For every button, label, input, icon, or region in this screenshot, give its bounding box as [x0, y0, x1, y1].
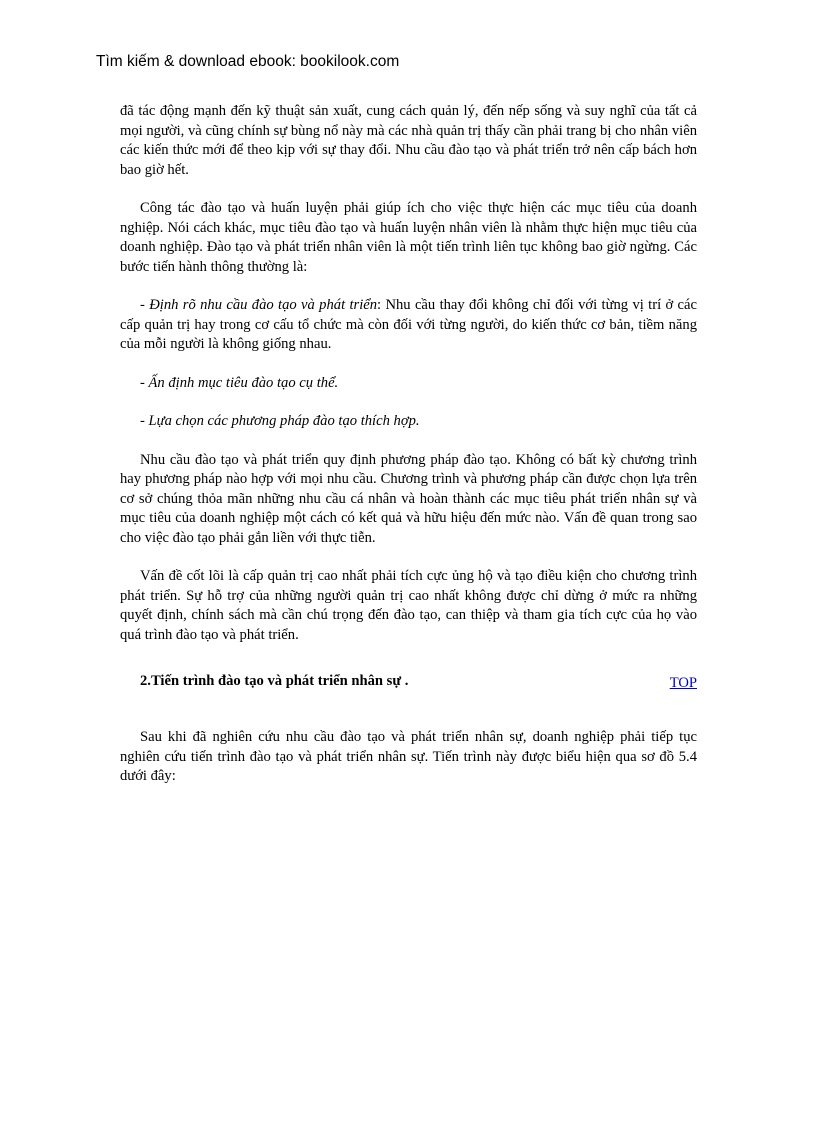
page-header-text: Tìm kiếm & download ebook: bookilook.com: [96, 53, 400, 70]
section-heading: [120, 672, 697, 712]
define-needs-lead: - Định rõ nhu cầu đào tạo và phát triển: [140, 297, 378, 313]
paragraph-set-objectives: - Ấn định mục tiêu đào tạo cụ thể.: [140, 374, 339, 391]
paragraph-define-needs: [120, 296, 697, 355]
document-body: [120, 102, 697, 787]
paragraph-top-management: Vấn đề cốt lõi là cấp quản trị cao nhất phải tích cực ủng hộ và tạo điều kiện cho chương trình phát triển. Sự hỗ trợ của những người quản trị cao nhất không được chỉ dừng ở mức ra những quyết định, chính sách mà cần chú trọng đến đào tạo, can thiệp và tham gia tích cực của họ vào quá trình đào tạo và phát triển.: [120, 568, 697, 643]
define-needs-text: : Nhu cầu thay đổi không chỉ đối với từng vị trí ở các cấp quản trị hay trong cơ cấu tổ chức mà còn đối với từng người, do kiến thức cơ bản, tiềm năng của mỗi người là không giống nhau.: [120, 297, 697, 352]
paragraph-select-methods: [120, 412, 697, 432]
section-title: 2.Tiến trình đào tạo và phát triển nhân sự .: [140, 673, 409, 689]
select-methods-text: - Lựa chọn các phương pháp đào tạo thích hợp.: [140, 413, 420, 429]
paragraph-needs-methods: Nhu cầu đào tạo và phát triển quy định phương pháp đào tạo. Không có bất kỳ chương trình hay phương pháp nào hợp với mọi nhu cầu. Chương trình và phương pháp cần được chọn lựa trên cơ sở chúng thỏa mãn những nhu cầu cá nhân và hoàn thành các mục tiêu phát triển nhân sự và mục tiêu của doanh nghiệp một cách có kết quả và hữu hiệu đến mức nào. Vấn đề quan trong sao cho việc đào tạo phải gắn liền với thực tiễn.: [120, 451, 697, 546]
paragraph-intro: đã tác động mạnh đến kỹ thuật sản xuất, cung cách quản lý, đến nếp sống và suy nghĩ của tất cả mọi người, và cũng chính sự bùng nổ này mà các nhà quản trị thấy cần phải trang bị cho nhân viên các kiến thức mới để theo kịp với sự thay đổi. Nhu cầu đào tạo và phát triển trở nên cấp bách hơn bao giờ hết.: [120, 103, 697, 178]
paragraph-process: Sau khi đã nghiên cứu nhu cầu đào tạo và phát triển nhân sự, doanh nghiệp phải tiếp tục nghiên cứu tiến trình đào tạo và phát triển nhân sự. Tiến trình này được biểu hiện qua sơ đồ 5.4 dưới đây:: [120, 729, 697, 784]
paragraph-training-goals: Công tác đào tạo và huấn luyện phải giúp ích cho việc thực hiện các mục tiêu của doanh nghiệp. Nói cách khác, mục tiêu đào tạo và huấn luyện nhân viên là nhằm thực hiện mục tiêu của doanh nghiệp. Đào tạo và phát triển nhân viên là một tiến trình liên tục không bao giờ ngừng. Các bước tiến hành thông thường là:: [120, 200, 697, 275]
top-link[interactable]: TOP: [669, 675, 697, 691]
